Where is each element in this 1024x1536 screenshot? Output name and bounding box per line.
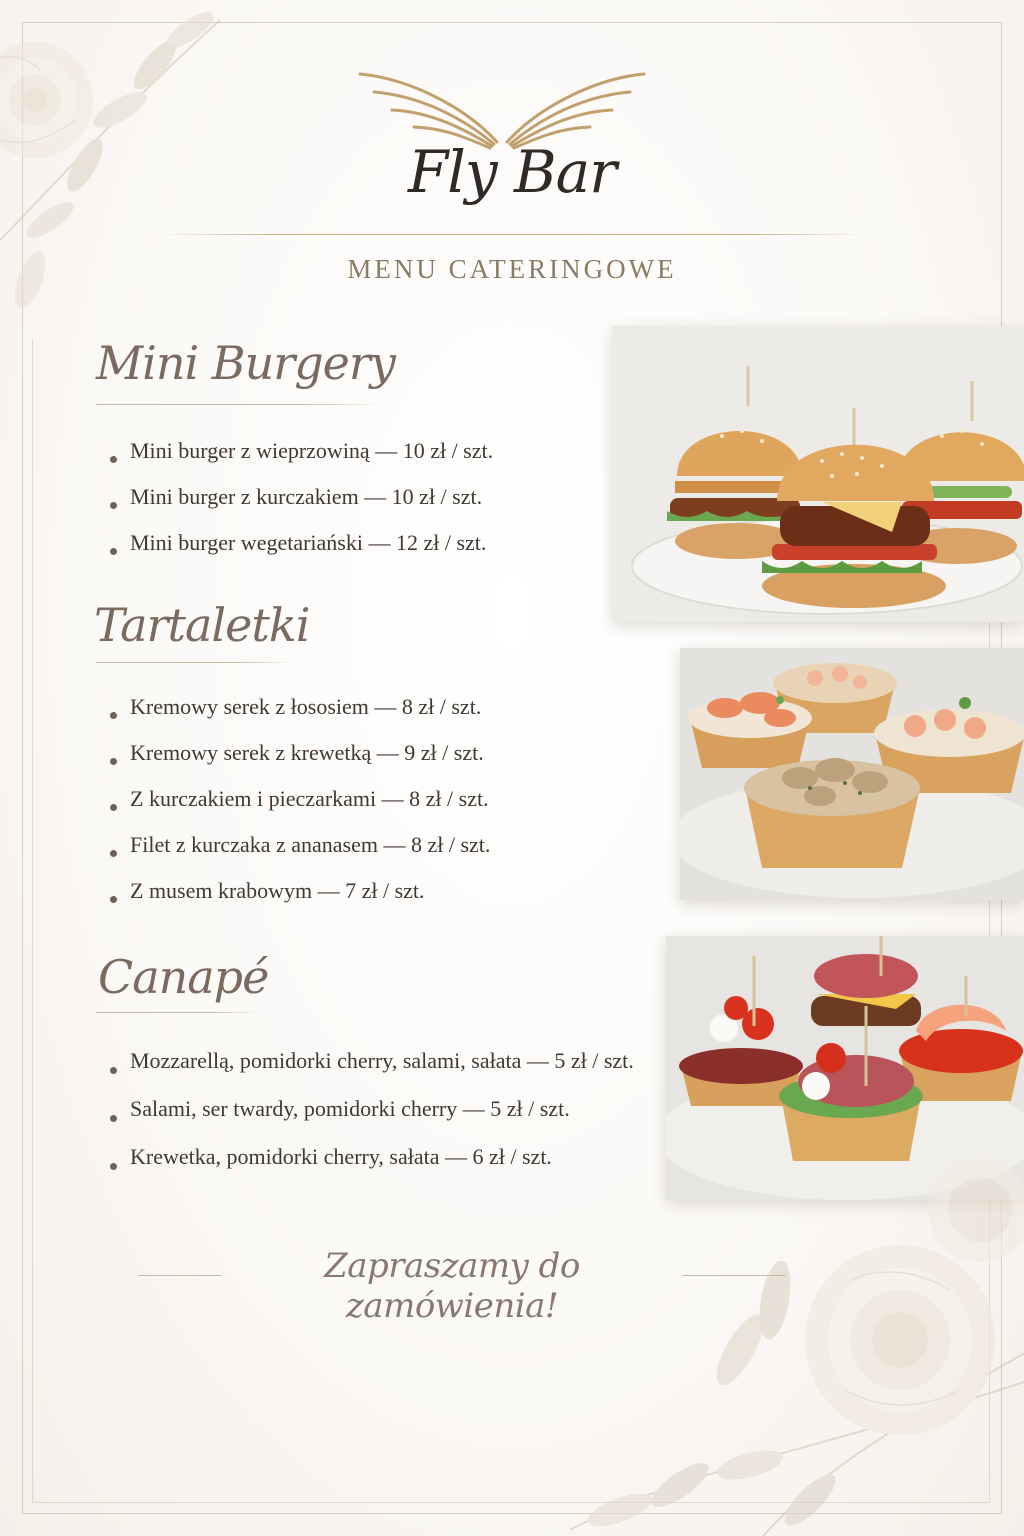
menu-list-mini-burgery — [110, 436, 493, 574]
menu-item: Mozzarellą, pomidorki cherry, salami, sałata — 5 zł / szt. — [110, 1046, 634, 1094]
menu-item: Mini burger z kurczakiem — 10 zł / szt. — [110, 482, 493, 528]
menu-item: Kremowy serek z krewetką — 9 zł / szt. — [110, 738, 490, 784]
closing-divider-right — [682, 1275, 786, 1276]
section-title-tartaletki: Tartaletki — [94, 598, 310, 652]
header-divider — [162, 234, 862, 235]
floral-decoration-icon — [0, 0, 250, 320]
section-divider — [96, 662, 296, 663]
menu-item: Z kurczakiem i pieczarkami — 8 zł / szt. — [110, 784, 490, 830]
menu-item: Kremowy serek z łososiem — 8 zł / szt. — [110, 692, 490, 738]
menu-item: Mini burger z wieprzowiną — 10 zł / szt. — [110, 436, 493, 482]
floral-decoration-icon — [560, 1150, 1024, 1536]
menu-list-tartaletki — [110, 692, 490, 922]
menu-item: Z musem krabowym — 7 zł / szt. — [110, 876, 490, 922]
section-title-canape: Canapé — [98, 950, 269, 1004]
menu-list-canape — [110, 1046, 634, 1190]
tartlet-photo — [680, 648, 1024, 900]
menu-item: Salami, ser twardy, pomidorki cherry — 5 zł / szt. — [110, 1094, 634, 1142]
menu-item: Krewetka, pomidorki cherry, sałata — 6 zł / szt. — [110, 1142, 634, 1190]
section-title-mini-burgery: Mini Burgery — [96, 336, 395, 390]
burger-photo-icon — [612, 326, 1024, 622]
menu-item: Filet z kurczaka z ananasem — 8 zł / szt. — [110, 830, 490, 876]
closing-divider-left — [138, 1275, 222, 1276]
section-divider — [96, 404, 386, 405]
menu-subtitle: MENU CATERINGOWE — [347, 254, 677, 284]
menu-item: Mini burger wegetariański — 12 zł / szt. — [110, 528, 493, 574]
section-divider — [96, 1012, 260, 1013]
brand-name: Fly Bar — [408, 138, 616, 206]
burger-photo — [612, 326, 1024, 622]
tartlet-photo-icon — [680, 648, 1024, 900]
closing-message: Zapraszamy do zamówienia! — [324, 1246, 580, 1326]
